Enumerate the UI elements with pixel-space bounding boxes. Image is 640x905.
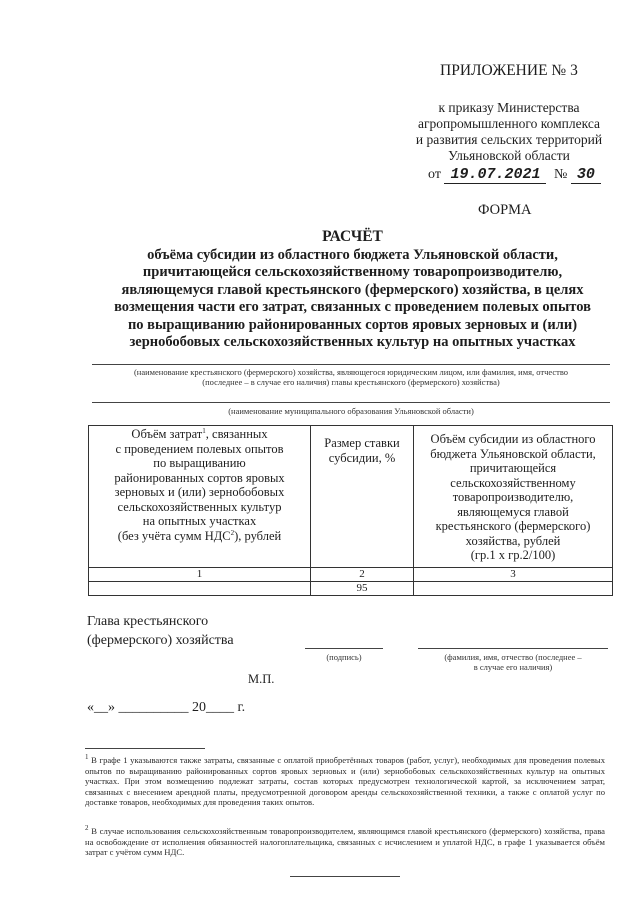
farm-name-caption (92, 367, 610, 387)
form-label: ФОРМА (478, 202, 532, 218)
footnote-1 (85, 755, 605, 808)
signature-line[interactable] (305, 648, 383, 649)
order-date-line (428, 166, 601, 183)
value-cell-costs[interactable] (89, 582, 311, 596)
appendix-line-4: Ульяновской области (448, 148, 570, 163)
document-heading (95, 228, 610, 352)
full-name-caption-line-1: (фамилия, имя, отчество (последнее – (444, 652, 582, 662)
heading-line-2: причитающейся сельскохозяйственному товаропроизводителю, (142, 264, 563, 280)
heading-line-5: по выращиванию районированных сортов яровых зерновых и (или) (127, 316, 578, 333)
head-label-line-2: (фермерского) хозяйства (87, 633, 234, 648)
footnote-1-number: 1 (85, 753, 89, 762)
date-prefix: от (428, 167, 441, 182)
head-of-farm-label (87, 612, 234, 650)
footnote-2-number: 2 (85, 824, 89, 833)
handwritten-date: 19.07.2021 (444, 166, 546, 184)
heading-title: РАСЧЁТ (322, 228, 383, 245)
heading-line-6: зернобобовых сельскохозяйственных культур на опытных участках (129, 334, 576, 350)
column-number-row (89, 568, 613, 582)
bottom-rule (290, 876, 400, 877)
heading-line-3: являющемуся главой крестьянского (фермерского) хозяйства, в целях (121, 281, 584, 298)
header-cell-subsidy: Объём субсидии из областного бюджета Ульяновской области, причитающейся сельскохозяйственному товаропроизводителю, являющемуся главой крестьянского (фермерского) хозяйства, рублей (гр.1 x гр.2/100) (414, 426, 613, 568)
column-number-2: 2 (311, 568, 414, 582)
value-cell-subsidy[interactable] (414, 582, 613, 596)
municipality-line (92, 402, 610, 403)
number-prefix: № (553, 167, 568, 182)
full-name-line[interactable] (418, 648, 608, 649)
signature-caption: (подпись) (326, 652, 362, 662)
footnote-separator (85, 748, 205, 749)
column-number-3: 3 (414, 568, 613, 582)
signature-date-line[interactable]: «__» __________ 20____ г. (87, 700, 246, 715)
farm-name-line (92, 364, 610, 365)
farm-name-caption-line-2: (последнее – в случае его наличия) главы крестьянского (фермерского) хозяйства) (202, 377, 500, 387)
farm-name-caption-line-1: (наименование крестьянского (фермерского) хозяйства, являющегося юридическим лицом, или фамилия, имя, отчество (133, 367, 569, 377)
header-cell-costs: Объём затрат$^1$, связанных с проведением полевых опытов по выращиванию районированных сортов яровых зерновых и (или) зернобобовых сельскохозяйственных культур на опытных участках (без учёта сумм НДС$^2$), рублей (89, 426, 311, 568)
appendix-line-3: и развития сельских территорий (415, 132, 603, 147)
heading-line-4: возмещения части его затрат, связанных с проведением полевых опытов (114, 299, 591, 315)
appendix-line-1: к приказу Министерства (438, 100, 580, 115)
footnote-2 (85, 826, 605, 858)
column-number-1: 1 (89, 568, 311, 582)
table-header-row (89, 426, 613, 568)
appendix-line-2: агропромышленного комплекса (418, 116, 600, 131)
value-cell-rate: 95 (311, 582, 414, 596)
footnote-2-text: В случае использования сельскохозяйственным товаропроизводителем, являющимся главой крестьянского (фермерского) хозяйства, права на освобождение от исполнения обязанностей налогоплательщика, связанных с исчислением и уплатой НДС, в графе 1 указывается объём затрат с учётом сумм НДС. (85, 826, 606, 858)
full-name-caption-line-2: в случае его наличия) (473, 662, 553, 672)
footnote-1-text: В графе 1 указываются также затраты, связанные с оплатой приобретённых товаров (работ, услуг), необходимых для проведения полевых опытов по выращиванию районированных сортов яровых зерновых и (или) зернобобовых сельскохозяйственных культур на опытных участках. При этом возмещению подлежат затраты, состав которых предусмотрен технологической картой, за исключением затрат, связанных с внесением арендной платы, предусмотренной договором аренды сельскохозяйственной техники, а также с оплатой услуг по доставке товаров, необходимых для проведения таких опытов. (85, 755, 605, 808)
appendix-order-reference (398, 100, 620, 164)
heading-line-1: объёма субсидии из областного бюджета Ульяновской области, (147, 246, 558, 263)
handwritten-number: 30 (571, 166, 601, 184)
appendix-title: ПРИЛОЖЕНИЕ № 3 (440, 62, 578, 79)
municipality-caption: (наименование муниципального образования Ульяновской области) (228, 406, 474, 416)
full-name-caption (418, 652, 608, 672)
header-cell-rate: Размер ставки субсидии, % (311, 426, 414, 568)
table-value-row (89, 582, 613, 596)
subsidy-table (88, 425, 613, 596)
stamp-placeholder: М.П. (248, 672, 275, 686)
head-label-line-1: Глава крестьянского (87, 614, 209, 629)
